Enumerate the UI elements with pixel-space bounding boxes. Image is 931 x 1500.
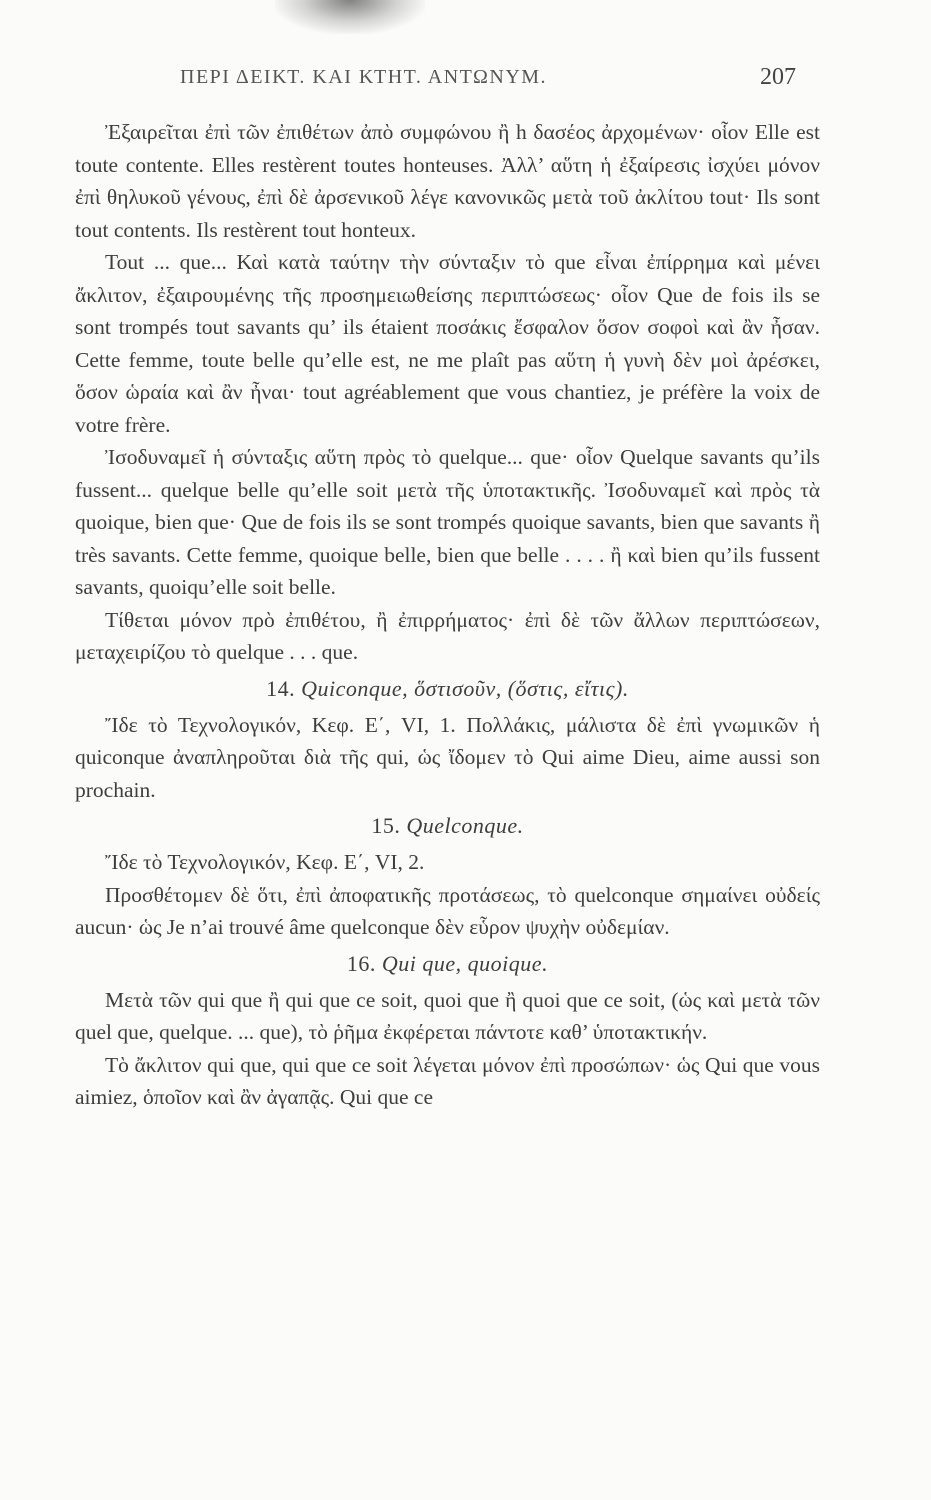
paragraph: Tout ... que... Καὶ κατὰ ταύτην τὴν σύνταξιν τὸ que εἶναι ἐπίρρημα καὶ μένει ἄκλιτον, ἐξαιρουμένης τῆς προσημειωθείσης περιπτώσεως· οἷον Que de fois ils se sont trompés tout savants qu’ ils étaient ποσάκις ἔσφαλον ὅσον σοφοὶ καὶ ἂν ἦσαν. Cette femme, toute belle qu’elle est, ne me plaît pas αὕτη ἡ γυνὴ δὲν μοὶ ἀρέσκει, ὅσον ὡραία καὶ ἂν ἦναι· tout agréablement que vous chantiez, je préfère la voix de votre frère. (75, 250, 820, 437)
page-number: 207 (760, 64, 796, 90)
running-head: ΠΕΡΙ ΔΕΙΚΤ. ΚΑΙ ΚΤΗΤ. ΑΝΤΩΝΥΜ. (180, 66, 548, 88)
paragraph: Ἴδε τὸ Τεχνολογικόν, Κεφ. Ε΄, VI, 2. (105, 850, 425, 874)
section-title: Qui que, quoique. (381, 950, 549, 976)
paragraph: Ἐξαιρεῖται ἐπὶ τῶν ἐπιθέτων ἀπὸ συμφώνου ἢ h δασέος ἀρχομένων· οἷον Elle est toute contente. Elles restèrent toutes honteuses. Ἀλλ’ αὕτη ἡ ἐξαίρεσις ἰσχύει μόνον ἐπὶ θηλυκοῦ γένους, ἐπὶ δὲ ἀρσενικοῦ λέγε κανονικῶς μετὰ τοῦ ἀκλίτου tout· Ils sont tout contents. Ils restèrent tout honteux. (75, 120, 820, 242)
paragraph: Ἴδε τὸ Τεχνολογικόν, Κεφ. Ε΄, VI, 1. Πολλάκις, μάλιστα δὲ ἐπὶ γνωμικῶν ἡ quiconque ἀναπληροῦται διὰ τῆς qui, ὡς ἴδομεν τὸ Qui aime Dieu, aime aussi son prochain. (75, 712, 820, 802)
section-title: Quelconque. (406, 813, 524, 838)
body-text (75, 116, 820, 1114)
paragraph: Τίθεται μόνον πρὸ ἐπιθέτου, ἢ ἐπιρρήματος· ἐπὶ δὲ τῶν ἄλλων περιπτώσεων, μεταχειρίζου τὸ quelque . . . que. (75, 607, 820, 664)
paragraph: Τὸ ἄκλιτον qui que, qui que ce soit λέγεται μόνον ἐπὶ προσώπων· ὡς Qui que vous aimiez, ὁποῖον καὶ ἂν ἀγαπᾷς. Qui que ce (75, 1052, 820, 1109)
section-heading-15 (75, 806, 820, 846)
section-number: 16. (346, 950, 376, 976)
section-heading-14 (75, 669, 820, 709)
section-heading-16 (75, 944, 820, 984)
section-number: 14. (266, 675, 296, 701)
paragraph: Προσθέτομεν δὲ ὅτι, ἐπὶ ἀποφατικῆς προτάσεως, τὸ quelconque σημαίνει οὐδείς aucun· ὡς Je n’ai trouvé âme quelconque δὲν εὗρον ψυχὴν οὐδεμίαν. (75, 882, 820, 939)
binding-shadow (275, 0, 425, 34)
section-number: 15. (371, 813, 401, 838)
paragraph: Μετὰ τῶν qui que ἢ qui que ce soit, quoi que ἢ quoi que ce soit, (ὡς καὶ μετὰ τῶν quel que, quelque. ... que), τὸ ῥῆμα ἐκφέρεται πάντοτε καθ’ ὑποτακτικήν. (75, 987, 820, 1044)
section-title: Quiconque, ὅστισοῦν, (ὅστις, εἴτις). (301, 675, 629, 701)
paragraph: Ἰσοδυναμεῖ ἡ σύνταξις αὕτη πρὸς τὸ quelque... que· οἷον Quelque savants qu’ils fussent... quelque belle qu’elle soit μετὰ τῆς ὑποτακτικῆς. Ἰσοδυναμεῖ καὶ πρὸς τὰ quoique, bien que· Que de fois ils se sont trompés quoique savants, bien que savants ἢ très savants. Cette femme, quoique belle, bien que belle . . . . ἢ καὶ bien qu’ils fussent savants, quoiqu’elle soit belle. (75, 445, 820, 599)
